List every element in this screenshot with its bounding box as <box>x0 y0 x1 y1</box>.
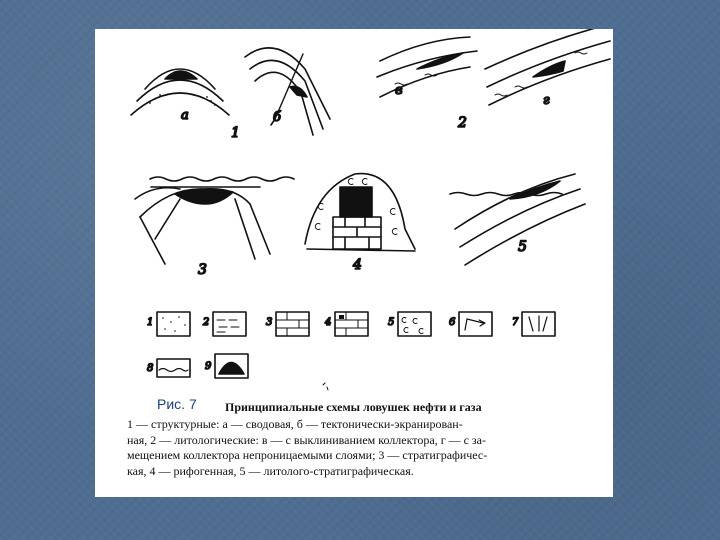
label-g: г <box>543 93 550 108</box>
scheme-2v-pinchout <box>377 37 477 97</box>
scheme-1b-fault-trap <box>245 48 330 135</box>
legend-num-3: 3 <box>266 317 273 328</box>
label-1: 1 <box>231 125 240 141</box>
figure-sheet <box>95 29 613 497</box>
legend-item-8 <box>157 359 190 377</box>
figure-number: Рис. 7 <box>157 396 197 412</box>
legend-item-1 <box>157 312 190 336</box>
label-5: 5 <box>518 239 527 255</box>
figure-title: Принципиальные схемы ловушек нефти и газа <box>225 400 482 414</box>
figure-caption <box>127 417 605 479</box>
legend-num-8: 8 <box>147 363 154 374</box>
caption-line: мещением коллектора непроницаемыми слоями; 3 — стратиграфичес- <box>127 448 488 462</box>
legend-num-7: 7 <box>512 317 519 328</box>
caption-line: кая, 4 — рифогенная, 5 — литолого-стратиграфическая. <box>127 463 414 478</box>
label-a: а <box>181 108 189 123</box>
legend-num-6: 6 <box>449 317 456 328</box>
scheme-3-stratigraphic <box>135 177 294 264</box>
legend-item-7 <box>522 312 555 336</box>
legend-item-2 <box>213 312 246 336</box>
legend-num-2: 2 <box>203 317 210 328</box>
legend-num-9: 9 <box>205 361 212 372</box>
legend-num-5: 5 <box>388 317 395 328</box>
label-4: 4 <box>353 257 362 273</box>
label-3: 3 <box>198 262 207 278</box>
scheme-1a-anticline <box>131 69 229 115</box>
small-mark <box>323 383 328 390</box>
label-v: в <box>395 83 403 98</box>
legend-item-5 <box>398 312 431 336</box>
legend-item-3 <box>276 312 309 336</box>
scheme-4-reef <box>305 174 415 251</box>
label-2: 2 <box>458 115 467 131</box>
legend-num-4: 4 <box>325 317 332 328</box>
caption-line: ная, 2 — литологические: в — с выклиниванием коллектора, г — с за- <box>127 432 486 447</box>
label-b: б <box>273 110 281 125</box>
caption-line: 1 — структурные: а — сводовая, б — тектонически-экранирован- <box>127 417 463 431</box>
legend-item-4 <box>335 312 368 336</box>
legend-num-1: 1 <box>147 317 154 328</box>
legend-item-6 <box>459 312 492 336</box>
legend-item-9 <box>215 354 248 378</box>
